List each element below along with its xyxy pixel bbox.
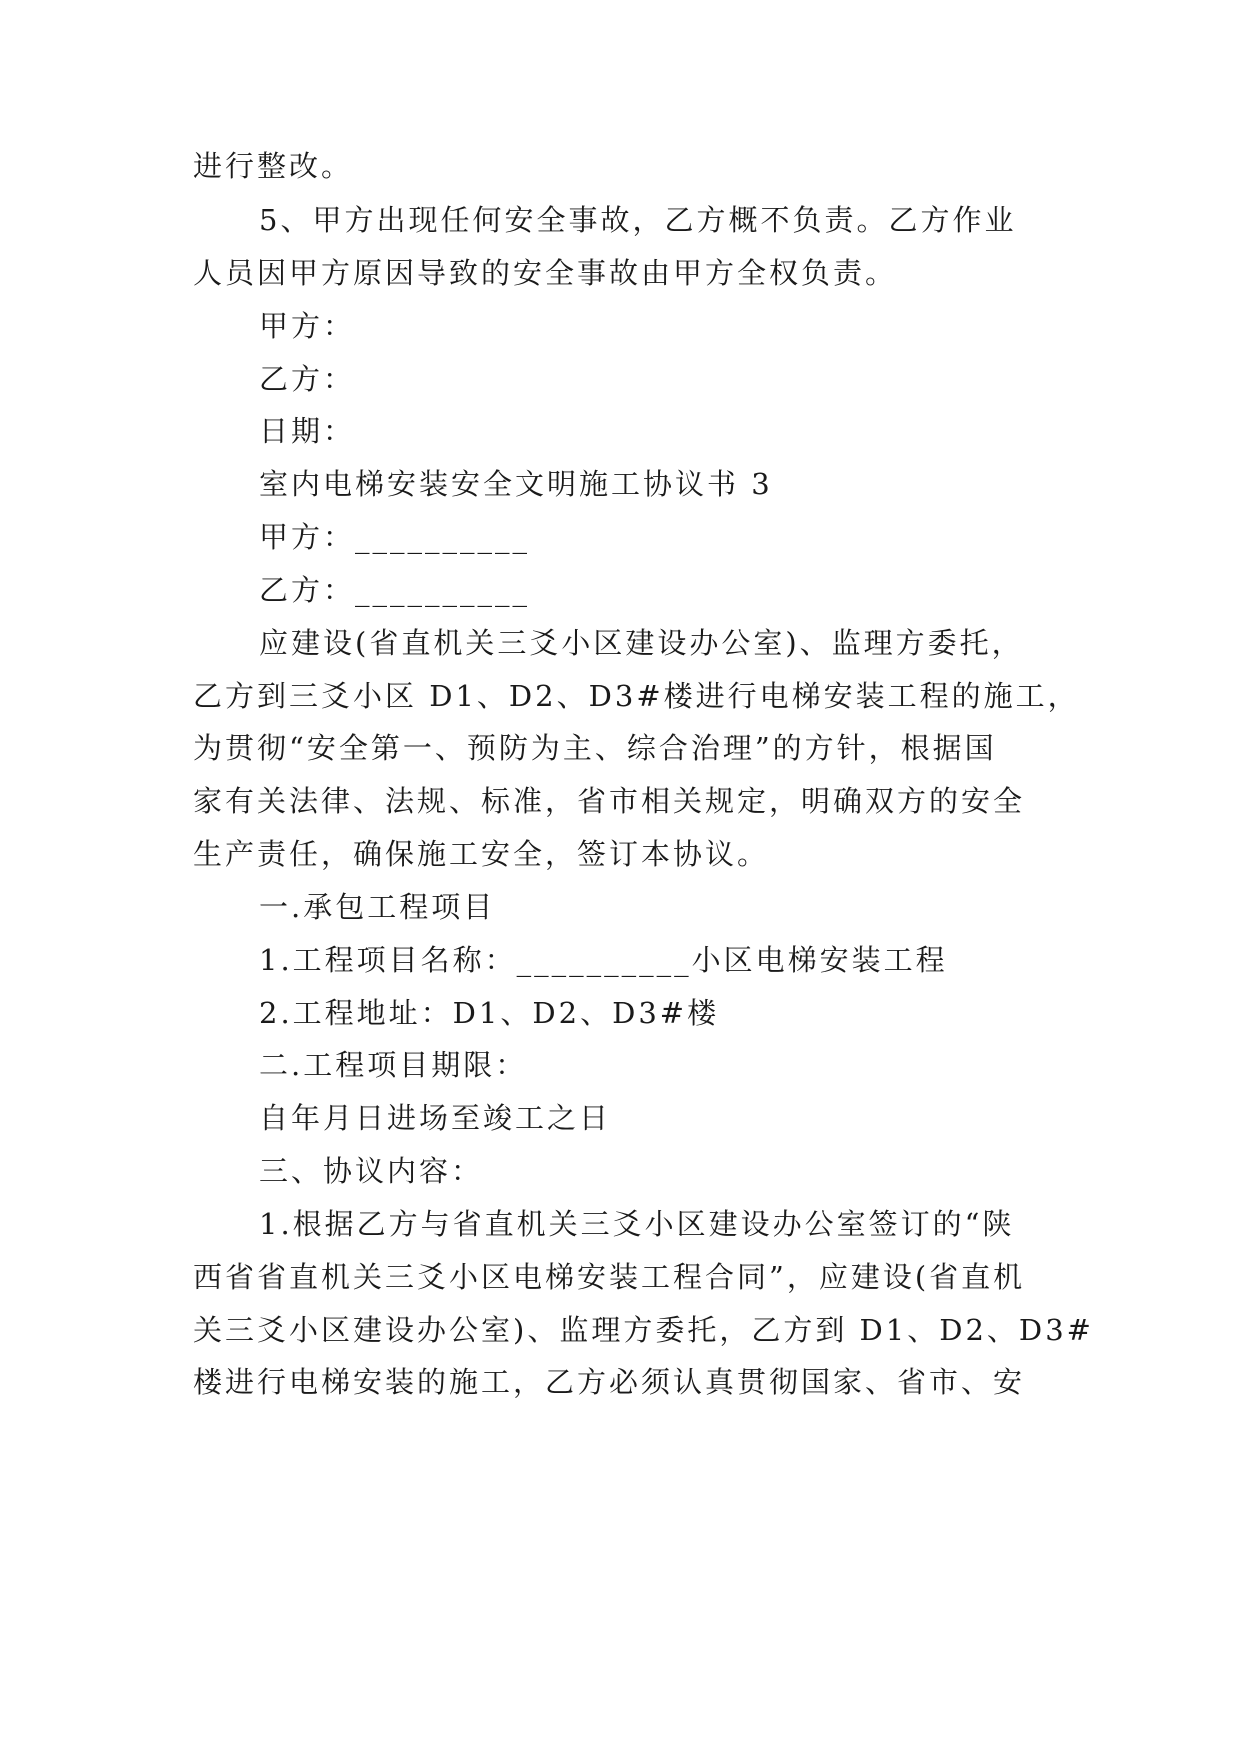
section-heading: 一.承包工程项目 xyxy=(259,890,496,924)
signature-date-label: 日期： xyxy=(259,414,356,448)
text-line: 1.根据乙方与省直机关三爻小区建设办公室签订的“陕 xyxy=(259,1207,1015,1241)
text-line: 2.工程地址：D1、D2、D3#楼 xyxy=(259,996,720,1030)
text-line: 为贯彻“安全第一、预防为主、综合治理”的方针，根据国 xyxy=(193,731,997,765)
text-line: 人员因甲方原因导致的安全事故由甲方全权负责。 xyxy=(193,256,898,290)
text-line: 楼进行电梯安装的施工，乙方必须认真贯彻国家、省市、安 xyxy=(193,1365,1026,1399)
text-line: 生产责任，确保施工安全，签订本协议。 xyxy=(193,837,770,871)
signature-party-b-label: 乙方： xyxy=(259,362,356,396)
text-line: 关三爻小区建设办公室)、监理方委托，乙方到 D1、D2、D3# xyxy=(193,1313,1094,1347)
text-line: 乙方到三爻小区 D1、D2、D3#楼进行电梯安装工程的施工， xyxy=(193,679,1080,713)
text-line: 家有关法律、法规、标准，省市相关规定，明确双方的安全 xyxy=(193,784,1026,818)
text-line: 5、甲方出现任何安全事故，乙方概不负责。乙方作业 xyxy=(259,203,1017,237)
text-line: 西省省直机关三爻小区电梯安装工程合同”，应建设(省直机 xyxy=(193,1260,1026,1294)
agreement-title: 室内电梯安装安全文明施工协议书 3 xyxy=(259,467,773,501)
text-line: 自年月日进场至竣工之日 xyxy=(259,1101,612,1135)
section-heading: 三、协议内容： xyxy=(259,1154,484,1188)
section-heading: 二.工程项目期限： xyxy=(259,1048,528,1082)
text-line: 1.工程项目名称：__________小区电梯安装工程 xyxy=(259,943,948,977)
text-line: 应建设(省直机关三爻小区建设办公室)、监理方委托， xyxy=(259,626,1024,660)
signature-party-a-label: 甲方： xyxy=(259,309,356,343)
text-line: 进行整改。 xyxy=(193,149,354,183)
party-a-line: 甲方：__________ xyxy=(259,520,531,554)
party-b-line: 乙方：__________ xyxy=(259,573,531,607)
